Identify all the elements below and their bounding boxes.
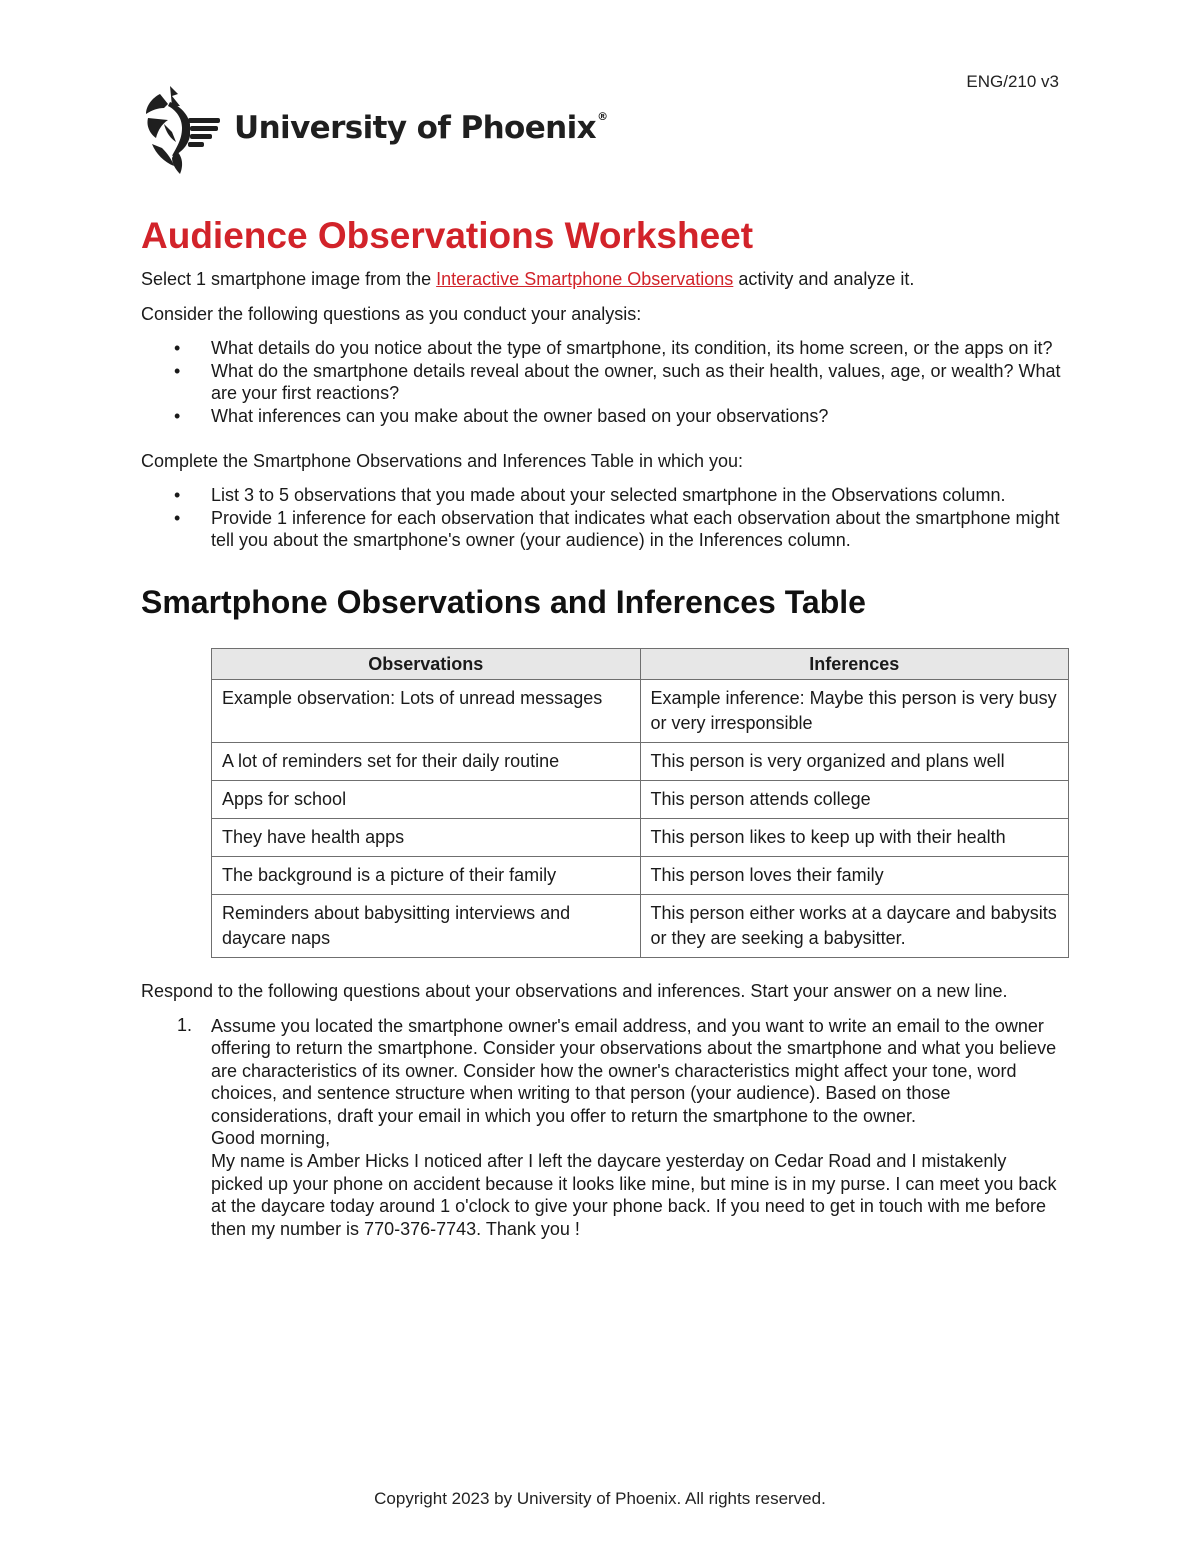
inference-cell: This person loves their family	[640, 856, 1069, 894]
observation-cell: Apps for school	[212, 780, 641, 818]
observations-header: Observations	[212, 648, 641, 679]
list-item	[141, 507, 1061, 552]
table-header-row	[212, 648, 1069, 679]
logo-name: University of Phoenix	[234, 110, 597, 146]
complete-paragraph: Complete the Smartphone Observations and Inferences Table in which you:	[141, 451, 744, 471]
bullet-icon: •	[174, 507, 181, 528]
inferences-header: Inferences	[640, 648, 1069, 679]
inference-cell: This person likes to keep up with their health	[640, 818, 1069, 856]
list-item-text: Provide 1 inference for each observation that indicates what each observation about the smartphone might tell you about the smartphone's owner (your audience) in the Inferences column.	[211, 507, 1060, 550]
bullet-icon: •	[174, 405, 181, 426]
course-code: ENG/210 v3	[966, 72, 1059, 91]
registered-mark: ®	[597, 110, 608, 123]
copyright-footer: Copyright 2023 by University of Phoenix. All rights reserved.	[374, 1489, 826, 1508]
document-body	[141, 214, 1061, 1240]
bullet-icon: •	[174, 338, 181, 358]
bullet-icon: •	[174, 485, 181, 505]
list-item-text: What inferences can you make about the owner based on your observations?	[211, 405, 829, 426]
observation-cell: Reminders about babysitting interviews and daycare naps	[212, 894, 641, 957]
respond-paragraph: Respond to the following questions about your observations and inferences. Start your answer on a new line.	[141, 980, 1008, 1001]
complete-list	[141, 484, 1061, 552]
observations-table	[211, 648, 1069, 958]
inference-cell: This person attends college	[640, 780, 1069, 818]
questions-list	[141, 1015, 1061, 1241]
worksheet-title: Audience Observations Worksheet	[141, 215, 754, 256]
observation-cell: They have health apps	[212, 818, 641, 856]
intro-paragraph	[141, 268, 1061, 291]
inference-cell: This person is very organized and plans well	[640, 742, 1069, 780]
table-row	[212, 780, 1069, 818]
consider-list	[141, 337, 1061, 427]
observation-cell: A lot of reminders set for their daily routine	[212, 742, 641, 780]
logo-wordmark	[234, 110, 607, 146]
list-item-text: List 3 to 5 observations that you made about your selected smartphone in the Observations column.	[211, 485, 1006, 505]
table-title: Smartphone Observations and Inferences Table	[141, 583, 866, 620]
answer-greeting: Good morning,	[211, 1128, 331, 1149]
list-item	[141, 405, 1061, 428]
interactive-smartphone-observations-link[interactable]: Interactive Smartphone Observations	[436, 269, 734, 289]
list-item	[141, 360, 1061, 405]
table-row	[212, 818, 1069, 856]
question-prompt: Assume you located the smartphone owner's email address, and you want to write an email to the owner offering to return the smartphone. Consider your observations about the smartphone and what you believe are characteristics of its owner. Consider how the owner's characteristics might affect your tone, word choices, and sentence structure when writing to that person (your audience). Based on those considerations, draft your email in which you offer to return the smartphone to the owner.	[211, 1015, 1057, 1126]
observation-cell: Example observation: Lots of unread messages	[212, 679, 641, 742]
list-item	[141, 337, 1061, 360]
table-row	[212, 894, 1069, 957]
list-item	[141, 484, 1061, 507]
answer-text: My name is Amber Hicks I noticed after I left the daycare yesterday on Cedar Road and I mistakenly picked up your phone on accident because it looks like mine, but mine is in my purse. I can meet you back at the daycare today around 1 o'clock to give your phone back. If you need to get in touch with me before then my number is 770-376-7743. Thank you !	[211, 1151, 1057, 1239]
intro-text-before: Select 1 smartphone image from the	[141, 269, 437, 289]
observation-cell: The background is a picture of their family	[212, 856, 641, 894]
inference-cell: This person either works at a daycare and babysits or they are seeking a babysitter.	[640, 894, 1069, 957]
bullet-icon: •	[174, 360, 181, 381]
consider-paragraph: Consider the following questions as you conduct your analysis:	[141, 304, 642, 324]
intro-text-after: activity and analyze it.	[733, 269, 915, 289]
university-logo	[142, 84, 607, 176]
list-item-text: What details do you notice about the type of smartphone, its condition, its home screen, or the apps on it?	[211, 338, 1053, 358]
question-number: 1.	[177, 1014, 193, 1035]
table-row	[212, 679, 1069, 742]
table-row	[212, 742, 1069, 780]
table-row	[212, 856, 1069, 894]
question-item	[141, 1015, 1061, 1241]
inference-cell: Example inference: Maybe this person is very busy or very irresponsible	[640, 679, 1069, 742]
list-item-text: What do the smartphone details reveal about the owner, such as their health, values, age, or wealth? What are your first reactions?	[211, 360, 1061, 403]
phoenix-bird-icon	[142, 84, 222, 176]
